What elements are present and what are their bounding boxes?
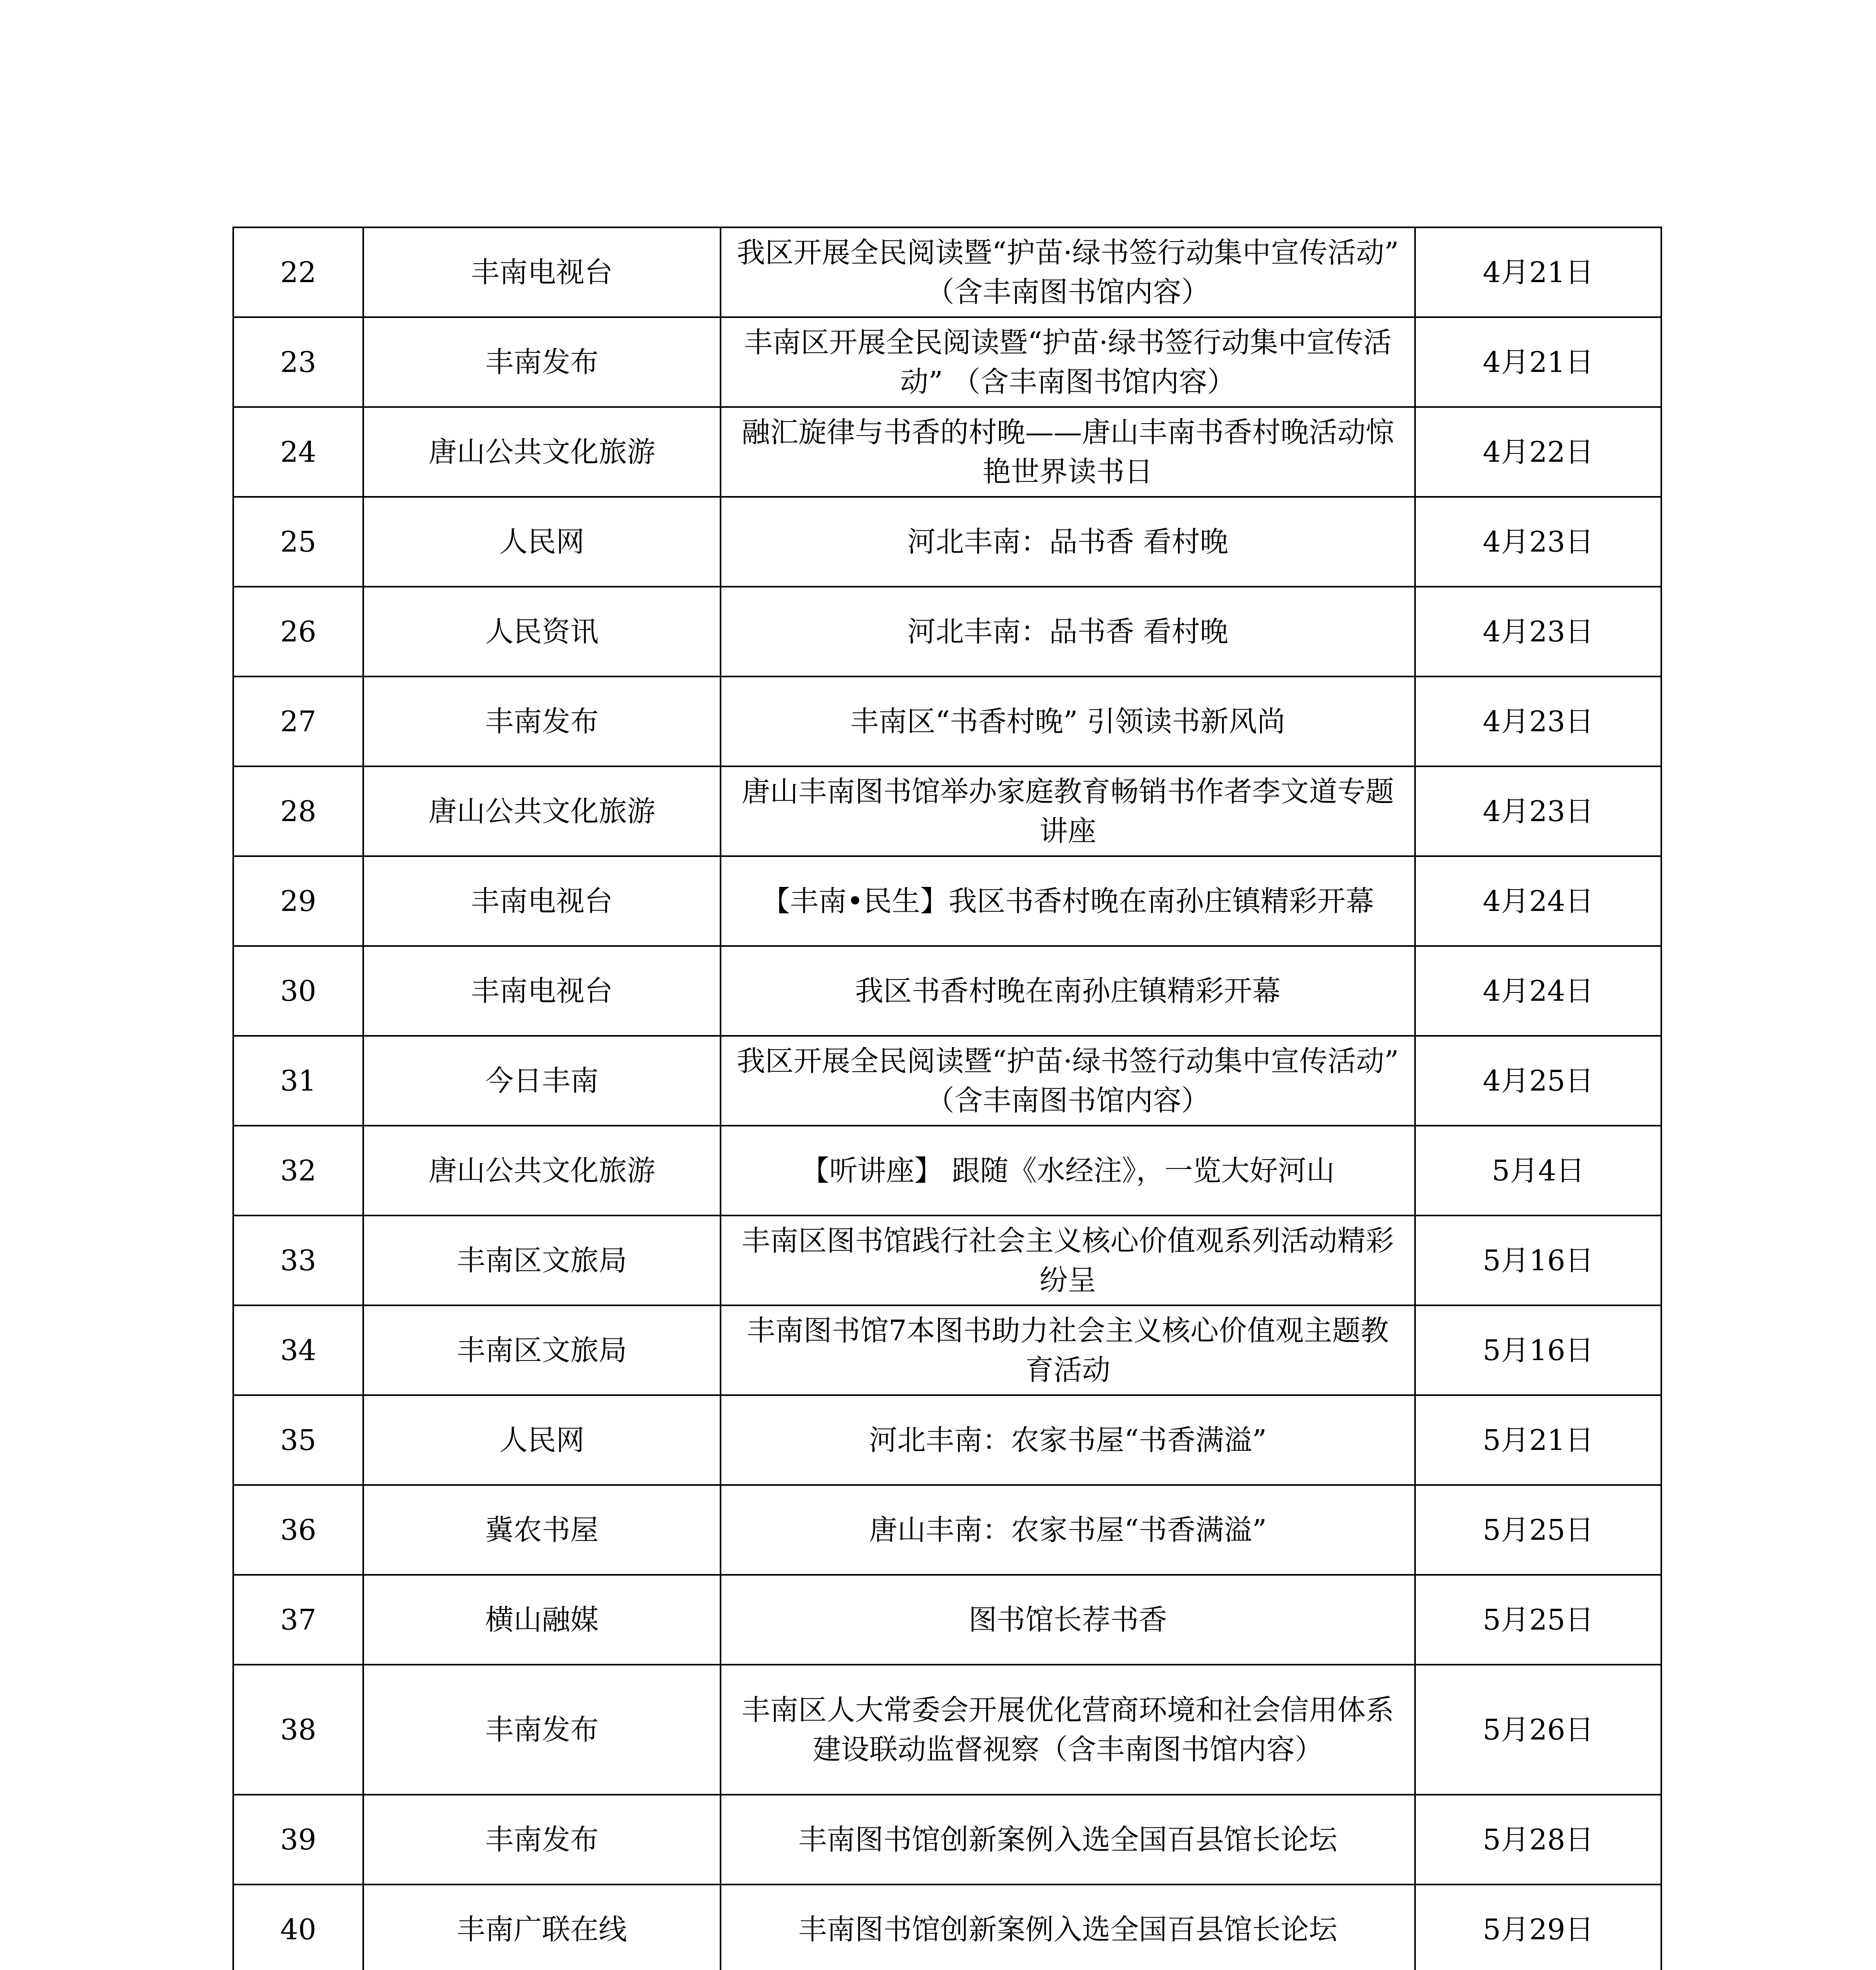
table-row <box>233 1575 1661 1665</box>
table-row <box>233 407 1661 497</box>
article-title: 丰南图书馆7本图书助力社会主义核心价值观主题教育活动 <box>721 1305 1415 1395</box>
article-title: 河北丰南：品书香 看村晚 <box>721 587 1415 676</box>
media-source: 丰南电视台 <box>363 227 721 317</box>
publish-date: 5月16日 <box>1415 1215 1661 1305</box>
publish-date: 4月23日 <box>1415 497 1661 587</box>
row-number: 26 <box>233 587 363 676</box>
row-number: 39 <box>233 1795 363 1885</box>
article-title: 丰南区人大常委会开展优化营商环境和社会信用体系建设联动监督视察（含丰南图书馆内容） <box>721 1665 1415 1795</box>
publish-date: 5月16日 <box>1415 1305 1661 1395</box>
article-title: 我区开展全民阅读暨“护苗·绿书签行动集中宣传活动” （含丰南图书馆内容） <box>721 227 1415 317</box>
publish-date: 5月29日 <box>1415 1885 1661 1970</box>
article-title: 丰南区图书馆践行社会主义核心价值观系列活动精彩纷呈 <box>721 1215 1415 1305</box>
table-row <box>233 227 1661 317</box>
row-number: 34 <box>233 1305 363 1395</box>
table-row <box>233 1485 1661 1575</box>
media-source: 唐山公共文化旅游 <box>363 1126 721 1215</box>
publish-date: 5月4日 <box>1415 1126 1661 1215</box>
row-number: 29 <box>233 856 363 946</box>
media-source: 丰南区文旅局 <box>363 1215 721 1305</box>
row-number: 37 <box>233 1575 363 1665</box>
article-title: 图书馆长荐书香 <box>721 1575 1415 1665</box>
media-source: 丰南发布 <box>363 317 721 407</box>
media-source: 丰南发布 <box>363 676 721 766</box>
row-number: 27 <box>233 676 363 766</box>
publish-date: 5月28日 <box>1415 1795 1661 1885</box>
media-source: 丰南广联在线 <box>363 1885 721 1970</box>
article-title: 融汇旋律与书香的村晚——唐山丰南书香村晚活动惊艳世界读书日 <box>721 407 1415 497</box>
publish-date: 4月25日 <box>1415 1036 1661 1126</box>
media-source: 丰南电视台 <box>363 946 721 1036</box>
table-row <box>233 766 1661 856</box>
row-number: 25 <box>233 497 363 587</box>
row-number: 23 <box>233 317 363 407</box>
media-source: 丰南区文旅局 <box>363 1305 721 1395</box>
article-title: 丰南图书馆创新案例入选全国百县馆长论坛 <box>721 1885 1415 1970</box>
row-number: 33 <box>233 1215 363 1305</box>
table-row <box>233 1665 1661 1795</box>
row-number: 36 <box>233 1485 363 1575</box>
table-row <box>233 946 1661 1036</box>
table-row <box>233 1795 1661 1885</box>
table-row <box>233 1885 1661 1970</box>
table-row <box>233 1036 1661 1126</box>
publish-date: 4月23日 <box>1415 676 1661 766</box>
article-title: 丰南区开展全民阅读暨“护苗·绿书签行动集中宣传活动” （含丰南图书馆内容） <box>721 317 1415 407</box>
article-title: 我区开展全民阅读暨“护苗·绿书签行动集中宣传活动” （含丰南图书馆内容） <box>721 1036 1415 1126</box>
article-title: 河北丰南：品书香 看村晚 <box>721 497 1415 587</box>
article-title: 【听讲座】 跟随《水经注》，一览大好河山 <box>721 1126 1415 1215</box>
media-source: 丰南发布 <box>363 1665 721 1795</box>
publish-date: 4月23日 <box>1415 766 1661 856</box>
table-row <box>233 587 1661 676</box>
publish-date: 4月23日 <box>1415 587 1661 676</box>
table-row <box>233 856 1661 946</box>
publish-date: 5月21日 <box>1415 1395 1661 1485</box>
publish-date: 4月24日 <box>1415 946 1661 1036</box>
media-source: 丰南电视台 <box>363 856 721 946</box>
article-title: 我区书香村晚在南孙庄镇精彩开幕 <box>721 946 1415 1036</box>
media-source: 冀农书屋 <box>363 1485 721 1575</box>
publish-date: 4月21日 <box>1415 227 1661 317</box>
media-source: 今日丰南 <box>363 1036 721 1126</box>
row-number: 31 <box>233 1036 363 1126</box>
table-row <box>233 676 1661 766</box>
table-row <box>233 1395 1661 1485</box>
row-number: 28 <box>233 766 363 856</box>
article-title: 唐山丰南：农家书屋“书香满溢” <box>721 1485 1415 1575</box>
publish-date: 4月21日 <box>1415 317 1661 407</box>
media-source: 横山融媒 <box>363 1575 721 1665</box>
publish-date: 5月26日 <box>1415 1665 1661 1795</box>
media-source: 唐山公共文化旅游 <box>363 407 721 497</box>
table-row <box>233 1126 1661 1215</box>
media-source: 唐山公共文化旅游 <box>363 766 721 856</box>
article-title: 丰南图书馆创新案例入选全国百县馆长论坛 <box>721 1795 1415 1885</box>
row-number: 32 <box>233 1126 363 1215</box>
publish-date: 4月24日 <box>1415 856 1661 946</box>
article-title: 【丰南•民生】我区书香村晚在南孙庄镇精彩开幕 <box>721 856 1415 946</box>
table-row <box>233 497 1661 587</box>
table-row <box>233 1305 1661 1395</box>
row-number: 38 <box>233 1665 363 1795</box>
table-row <box>233 317 1661 407</box>
row-number: 40 <box>233 1885 363 1970</box>
media-source: 丰南发布 <box>363 1795 721 1885</box>
article-title: 河北丰南：农家书屋“书香满溢” <box>721 1395 1415 1485</box>
table-row <box>233 1215 1661 1305</box>
media-source: 人民网 <box>363 497 721 587</box>
row-number: 30 <box>233 946 363 1036</box>
publish-date: 4月22日 <box>1415 407 1661 497</box>
article-title: 丰南区“书香村晚” 引领读书新风尚 <box>721 676 1415 766</box>
article-title: 唐山丰南图书馆举办家庭教育畅销书作者李文道专题讲座 <box>721 766 1415 856</box>
media-coverage-table <box>232 227 1662 1970</box>
row-number: 24 <box>233 407 363 497</box>
publish-date: 5月25日 <box>1415 1485 1661 1575</box>
media-source: 人民网 <box>363 1395 721 1485</box>
row-number: 35 <box>233 1395 363 1485</box>
media-source: 人民资讯 <box>363 587 721 676</box>
publish-date: 5月25日 <box>1415 1575 1661 1665</box>
row-number: 22 <box>233 227 363 317</box>
